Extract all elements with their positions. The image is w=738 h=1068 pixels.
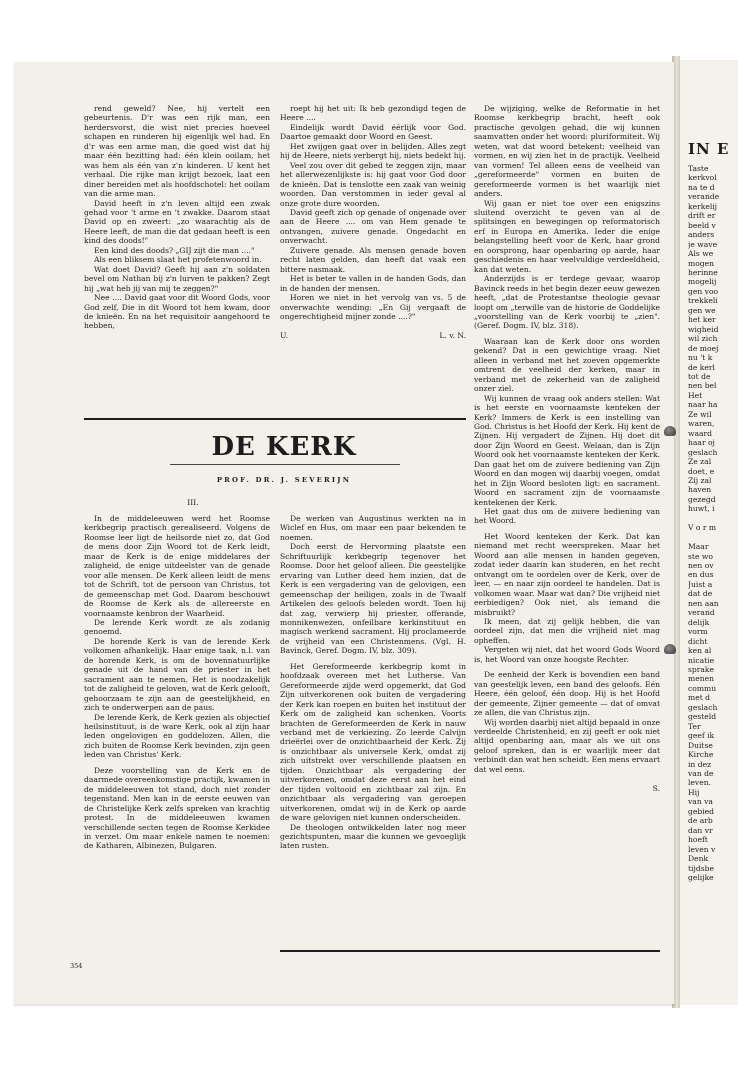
signature-left: U.: [280, 331, 289, 341]
article-byline: PROF. DR. J. SEVERIJN: [216, 476, 352, 484]
next-page-heading: IN E: [688, 140, 730, 158]
title-underline: [170, 464, 400, 465]
meditation-signature: [280, 331, 466, 340]
page-number: 354: [70, 962, 83, 970]
section-divider: [84, 418, 466, 420]
article-column-3: De wijziging, welke de Reformatie in het Roomse kerkbegrip bracht, heeft ook practische gevolgen gehad, die wij kunnen saamvatten onder het woord: pluriformiteit. Wij weten, wat dat woord betekent: veelheid van vormen, en wij zien het in de practijk. Veelheid van vormen! Tel alleen eens de veelheid van „gereformeerde" vormen en buiten de gereformeerde vormen is het waarlijk niet anders. Wij gaan er niet toe over een enigszins sluitend overzicht te geven van al de splitsingen en bewegingen op reformatorisch erf in Europa en Amerika. Ieder die enige belangstelling heeft voor de Kerk, haar grond en oorsprong, haar openbaring op aarde, haar geschiedenis en haar veelvuldige verdeeldheid, kan dat weten. Anderzijds is er terdege gevaar, waarop Bavinck reeds in het begin dezer eeuw gewezen heeft, „dat de Protestantse theologie gevaar loopt om „terwille van de historie de Goddelijke „voorstelling van de Kerk voorbij te „zien". (Geref. Dogm. IV, blz. 318). Waaraan kan de Kerk door ons worden gekend? Dat is een gewichtige vraag. Niet alleen in verband met het zoeven opgemerkte omtrent de veelheid der kerken, maar in verband met de zekerheid van de zaligheid onzer ziel. Wij kunnen de vraag ook anders stellen: Wat is het eerste en voornaamste kenteken der Kerk? Immers de Kerk is een instelling van God. Christus is het Hoofd der Kerk. Hij kent de Zijnen. Hij vergadert de Zijnen. Hij doet dit door Zijn Woord en Geest. Welaan, dan is Zijn Woord ook het voornaamste kenteken der Kerk. Dan gaat het om de zuivere bediening van Zijn Woord en dan mogen wij daarbij voegen, omdat het in Zijn Woord besloten ligt: en sacrament. Woord en sacrament zijn de voornaamste kentekenen der Kerk. Het gaat dus om de zuivere bediening van het Woord. Het Woord kenteken der Kerk. Dat kan niemand met recht weerspreken. Maar het Woord aan alle mensen in handen gegeven, zodat ieder daarin kan studeren, en het recht ontvangt om te oordelen over de Kerk, over de leer, — en naar zijn oordeel te handelen. Dat is volkomen waar. Maar wat dan? Die vrijheid niet eerbiedigen? Ook niet, als iemand die misbruikt? Ik meen, dat zij gelijk hebben, die van oordeel zijn, dat men die vrijheid niet mag opheffen. Vergeten wij niet, dat het woord Gods Woord is, het Woord van onze hoogste Rechter. De eenheid der Kerk is bovendien een band van geestelijk leven, een band des geloofs. Eén Heere, één geloof, één doop. Hij is het Hoofd der gemeente, Zijner gemeente — dat of omvat ze allen, die van Christus zijn. Wij worden daarbij niet altijd bepaald in onze verdeelde Christenheid, en zij geeft er ook niet altijd openbaring aan, maar als we uit ons geloof spreken, dan is er waarlijk meer dat verbindt dan wat hen scheidt. Een mens ervaart dat wel eens. S.: [474, 104, 660, 794]
signature-right: L. v. N.: [439, 331, 466, 341]
top-column-1: rend geweld? Nee, hij vertelt een gebeurtenis. D'r was een rijk man, een herdersvorst, die wist niet precies hoeveel schapen en runderen hij eigenlijk wel had. En d'r was een arme man, die goed wist dat hij maar één bezitting had: één klein ooilam, het was hem als één van z'n kinderen. U kent het verhaal. Die rijke man krijgt bezoek, laat een diner bereiden met als hoofdschotel: het ooilam van die arme man. David heeft in z'n leven altijd een zwak gehad voor 't arme en 't zwakke. Daarom staat David op en zweert: „zo waarachtig als de Heere leeft, de man die dat gedaan heeft is een kind des doods!" Een kind des doods? „GIJ zijt die man ...." Als een bliksem slaat het profetenwoord in. Wat doet David? Geeft hij aan z'n soldaten bevel om Nathan bij z'n lurven te pakken? Zegt hij „wat heb jij van mij te zeggen?" Nee .... David gaat voor dit Woord Gods, voor God zelf, Die in dit Woord tot hem kwam, door de knieën. En na het requisitoir aangehoord te hebben,: [84, 104, 270, 331]
magazine-page: [14, 62, 674, 1004]
article-signature-row: [474, 784, 660, 793]
binder-clip-icon: [664, 426, 676, 436]
section-number: III.: [187, 498, 199, 507]
next-page-edge: [680, 60, 738, 1005]
binder-clip-icon: [664, 644, 676, 654]
article-column-2: De werken van Augustinus werkten na in Wiclef en Hus, om maar een paar bekenden te noemen. Doch eerst de Hervorming plaatste een Schriftuurlijk kerkbegrip tegenover het Roomse. Door het geloof alleen. Die geestelijke ervaring van Luther deed hem inzien, dat de Kerk is een vergadering van de gelovigen, een gemeenschap der heiligen, zoals in de Twaalf Artikelen des geloofs beleden wordt. Toen hij dat zag, verwierp hij priester, offerande, monnikenwezen, onfeilbare kerkinstituut en magisch werkend sacrament. Hij proclameerde de vrijheid van een Christenmens. (Vgl. H. Bavinck, Geref. Dogm. IV, blz. 309). Het Gereformeerde kerkbegrip komt in hoofdzaak overeen met het Lutherse. Van Gereformeerde zijde werd opgemerkt, dat God Zijn uitverkorenen ook buiten de vergadering der Kerk kan roepen en buiten het instituut der Kerk om de zaligheid kan schenken. Voorts brachten de Gereformeerden de Kerk in nauw verband met de verkiezing. Zo leerde Calvijn drieërlei over de onzichtbaarheid der Kerk. Zij is onzichtbaar als universele Kerk, omdat zij zich uitstrekt over verschillende plaatsen en tijden. Onzichtbaar als vergadering der uitverkorenen, omdat deze eerst aan het eind der tijden voltooid en zichtbaar zal zijn. En onzichtbaar als vergadering van geroepen uitverkorenen, omdat wij in de Kerk op aarde de ware gelovigen niet kunnen onderscheiden. De theologen ontwikkelden later nog meer gezichtspunten, maar die kunnen we gevoeglijk laten rusten.: [280, 514, 466, 851]
article-column-1: In de middeleeuwen werd het Roomse kerkbegrip practisch gerealiseerd. Volgens de Roomse leer ligt de heilsorde niet zo, dat God de mens door Zijn Woord tot de Kerk leidt, maar de Kerk is de enige middelares der zaligheid, de enige uitdeelster van de genade voor alle mensen. De Kerk alleen leidt de mens tot de Schrift, tot de persoon van Christus, tot de gemeenschap met God. Daarom beschouwt de Roomse de Kerk als de allereerste en voornaamste kenbron der Waarheid. De lerende Kerk wordt ze als zodanig genoemd. De horende Kerk is van de lerende Kerk volkomen afhankelijk. Haar enige taak, n.l. van de horende Kerk, is om de bovennatuurlijke genade uit de hand van de priester in het sacrament aan te nemen. Het is noodzakelijk tot de zaligheid te geloven, wat de Kerk gelooft, gehoorzaam te zijn aan de geestelijkheid, en zich te onderwerpen aan de paus. De lerende Kerk, de Kerk gezien als objectief heilsinstituut, is de ware Kerk, ook al zijn haar leden ongelovigen en goddelozen. Allen, die zich buiten de Roomse Kerk bevinden, zijn geen leden van Christus' Kerk. Deze voorstelling van de Kerk en de daarmede overeenkomstige practijk, kwamen in de middeleeuwen tot stand, doch niet zonder tegenstand. Men kan in de eerste eeuwen van de Christelijke Kerk zelfs spreken van krachtig protest. In de middeleeuwen kwamen verschillende secten tegen de Roomse Kerkidee in verzet. Om maar enkele namen te noemen: de Katharen, Albinezen, Bulgaren.: [84, 514, 270, 851]
article-signature: S.: [652, 784, 660, 794]
article-title: DE KERK: [211, 432, 357, 462]
top-column-2: roept hij het uit: Ik heb gezondigd tegen de Heere .... Eindelijk wordt David éérlijk voor God. Daartoe gemaakt door Woord en Geest. Het zwijgen gaat over in belijden. Alles zegt hij de Heere, niets verbergt hij, niets bedekt hij. Veel zou over dit gebed te zeggen zijn, maar het allerwezenlijkste is: hij gaat voor God door de knieën. Dat is tenslotte een zaak van weinig woorden. Dan verstommen in ieder geval al onze grote dure woorden. David geeft zich op genade of ongenade over aan de Heere .... om van Hem genade te ontvangen, zuivere genade. Ongedacht en onverwacht. Zuivere genade. Als mensen genade boven recht laten gelden, dan heeft dat vaak een bittere nasmaak. Het is beter te vallen in de handen Gods, dan in de handen der mensen. Horen we niet in het vervolg van vs. 5 de onverwachte wending: „En Gij vergaaft de ongerechtigheid mijner zonde ....?" U. L. v. N.: [280, 104, 466, 341]
next-page-text: Taste kerkvol na te d verande kerkelij drift er beeld v anders je wave Als we mogen herinne mogelij gen voo trekkeli gen we het ker wigheid wil zich de moej nu 't k de kerl tot de nen bel Het naar ha Ze wil waren, waard haar oj geslach Ze zal doet, e Zij zal haven gezegd huwt, i V o r m Maar ste wo nen ov en dus Juist a dat de nen aan verand delijk vorm dicht ken al nicatie sprake menen commu met d geslach gesteld Ter geef ik Duitse Kirche in dez van de leven. Hij van va gebied de arb dan vr hoeft leven v Denk tijdsbe gelijke: [688, 164, 720, 882]
column-end-rule: [280, 950, 660, 952]
